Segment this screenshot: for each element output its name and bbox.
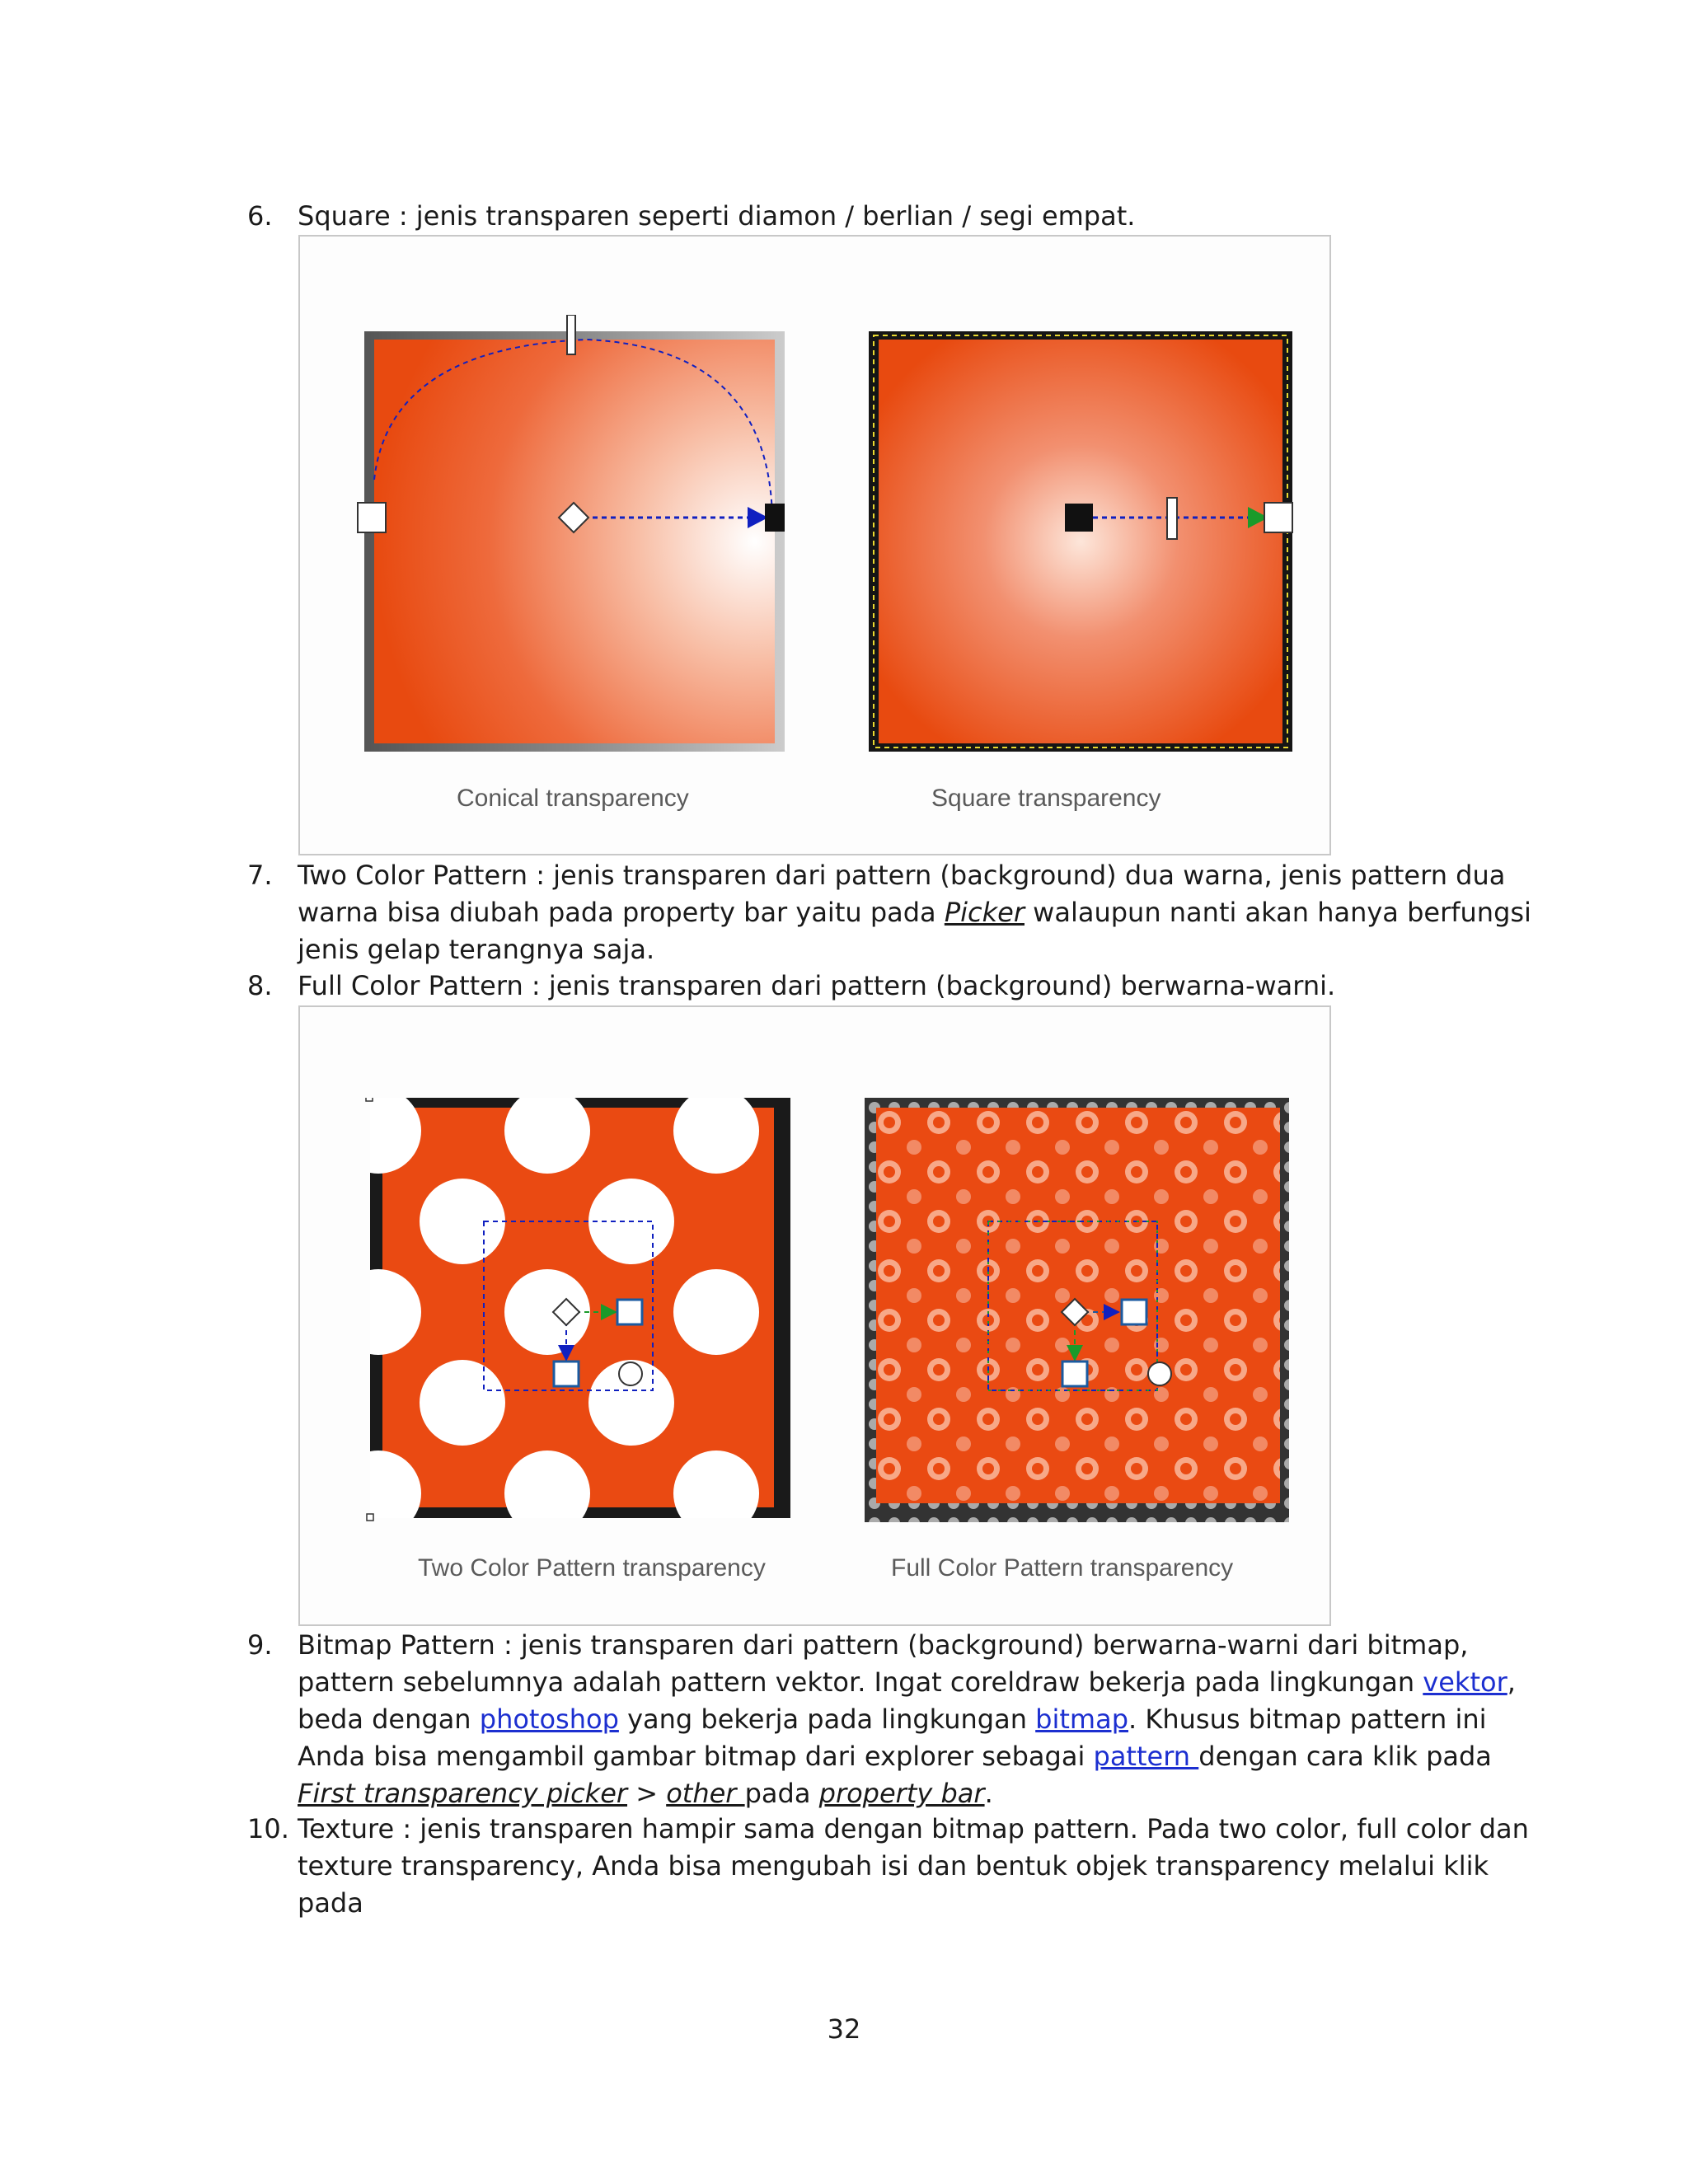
- list-number: 7.: [247, 860, 273, 891]
- list-text: Square : jenis transparen seperti diamon / berlian / segi empat.: [298, 200, 1136, 232]
- two-color-pattern-illustration: [362, 1098, 790, 1526]
- list-text: Full Color Pattern : jenis transparen dari pattern (background) berwarna-warni.: [298, 970, 1336, 1001]
- list-number: 8.: [247, 970, 273, 1001]
- list-text: [298, 857, 1534, 968]
- caption-conical: Conical transparency: [457, 785, 689, 812]
- caption-full-color: Full Color Pattern transparency: [891, 1554, 1234, 1582]
- caption-two-color: Two Color Pattern transparency: [418, 1554, 766, 1582]
- list-text: Texture : jenis transparen hampir sama dengan bitmap pattern. Pada two color, full color dan texture transparency, Anda bisa mengubah isi dan bentuk objek transparency melalui klik pada: [298, 1813, 1529, 1919]
- text-run: , beda dengan: [298, 1666, 1516, 1735]
- text-run: >: [627, 1778, 667, 1809]
- link-photoshop[interactable]: photoshop: [479, 1704, 619, 1735]
- list-number: 6.: [247, 200, 273, 232]
- page-number: 32: [827, 2013, 861, 2045]
- square-transparency-illustration: [860, 315, 1306, 760]
- text-run: dengan cara klik pada: [1198, 1741, 1492, 1772]
- caption-square: Square transparency: [931, 785, 1161, 812]
- text-run: yang bekerja pada lingkungan: [618, 1704, 1036, 1735]
- list-number: 9.: [247, 1629, 273, 1661]
- list-number: 10.: [247, 1813, 289, 1844]
- text-run: Bitmap Pattern : jenis transparen dari pattern (background) berwarna-warni dari bitmap, pattern sebelumnya adalah pattern vektor. Ingat coreldraw bekerja pada lingkungan: [298, 1629, 1469, 1698]
- figure-pattern: [298, 1005, 1331, 1626]
- term-property-bar: property bar: [818, 1778, 985, 1809]
- figure-conical-square: [298, 235, 1331, 855]
- link-pattern[interactable]: pattern: [1093, 1741, 1199, 1772]
- text-run: walaupun nanti akan hanya berfungsi jenis gelap terangnya saja.: [298, 897, 1531, 965]
- text-run: . Khusus bitmap pattern ini Anda bisa mengambil gambar bitmap dari explorer sebagai: [298, 1704, 1487, 1772]
- link-vektor[interactable]: vektor: [1423, 1666, 1507, 1698]
- full-color-pattern-illustration: [865, 1098, 1293, 1526]
- text-run: Two Color Pattern : jenis transparen dari pattern (background) dua warna, jenis pattern dua warna bisa diubah pada property bar yaitu pada: [298, 860, 1506, 928]
- text-run: pada: [744, 1778, 819, 1809]
- list-text: [298, 1627, 1534, 1812]
- conical-transparency-illustration: [356, 315, 785, 760]
- term-first-transparency-picker: First transparency picker: [298, 1778, 628, 1809]
- term-picker: Picker: [944, 897, 1025, 928]
- term-other: other: [666, 1778, 745, 1809]
- text-run: .: [984, 1778, 993, 1809]
- link-bitmap[interactable]: bitmap: [1035, 1704, 1128, 1735]
